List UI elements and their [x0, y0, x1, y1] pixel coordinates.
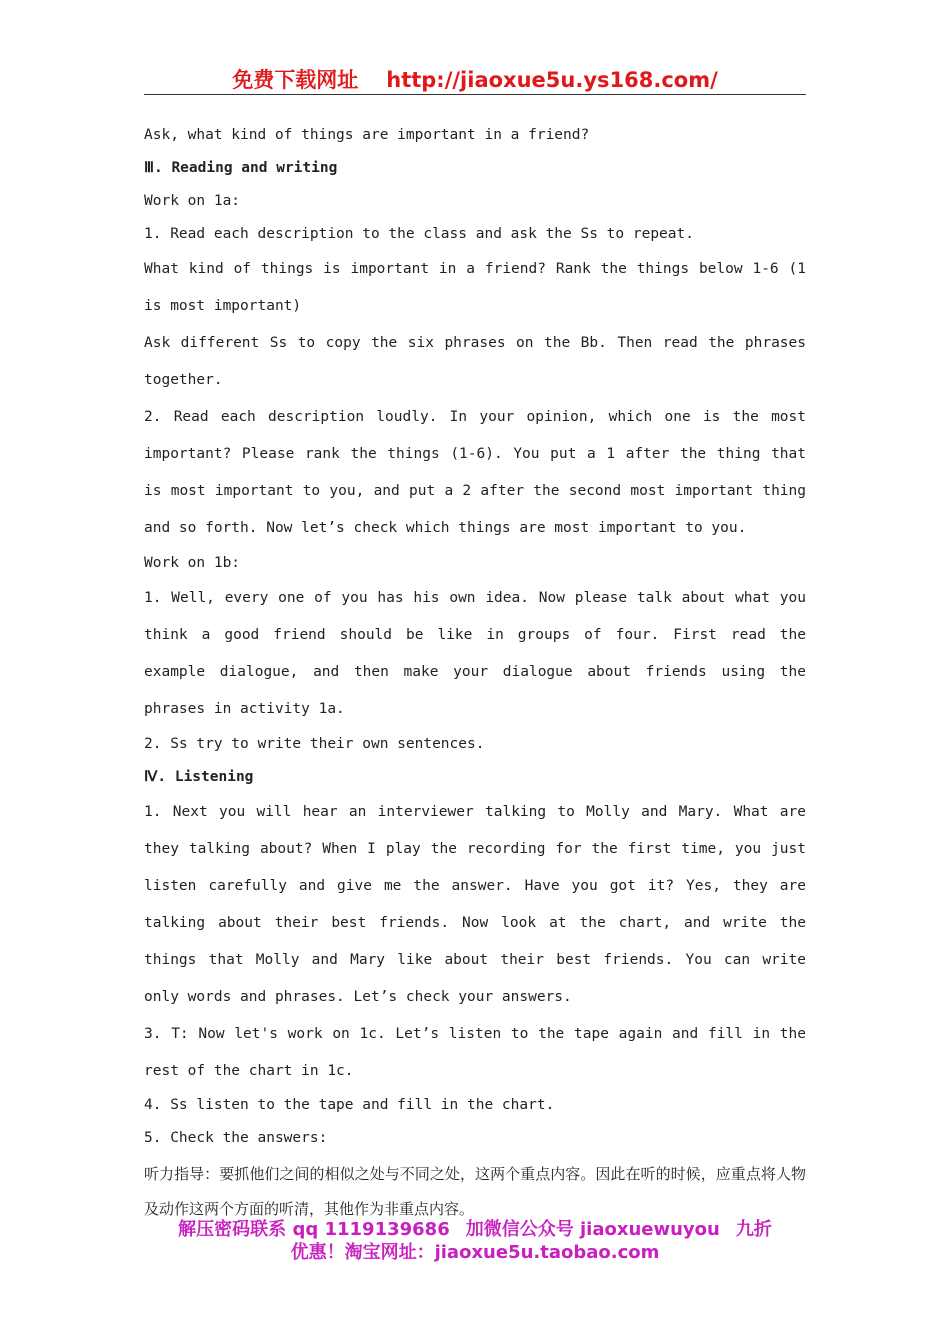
footer-qq-contact: 解压密码联系 qq 1119139686	[178, 1219, 450, 1240]
header-url-link[interactable]: http://jiaoxue5u.ys168.com/	[386, 68, 718, 92]
section-heading-listening: Ⅳ. Listening	[144, 769, 254, 785]
document-body	[144, 119, 806, 1227]
section-heading-reading-writing: Ⅲ. Reading and writing	[144, 160, 338, 176]
subheading-work-on-1a: Work on 1a:	[144, 193, 241, 209]
subheading-work-on-1b: Work on 1b:	[144, 555, 241, 571]
paragraph: 1. Read each description to the class and ask the Ss to repeat.	[144, 226, 694, 242]
footer-taobao-link[interactable]: 优惠！淘宝网址：jiaoxue5u.taobao.com	[290, 1242, 660, 1263]
footer-line-1	[100, 1218, 850, 1241]
listening-guide-paragraph: 听力指导：要抓他们之间的相似之处与不同之处，这两个重点内容。因此在听的时候，应重点将人物及动作这两个方面的听清，其他作为非重点内容。	[144, 1165, 806, 1218]
header-free-download-label: 免费下载网址	[232, 68, 359, 92]
paragraph: 4. Ss listen to the tape and fill in the chart.	[144, 1097, 555, 1113]
paragraph: Ask, what kind of things are important in a friend?	[144, 127, 590, 143]
page-header	[144, 64, 806, 95]
paragraph: Ask different Ss to copy the six phrases on the Bb. Then read the phrases together.	[144, 335, 806, 388]
footer-wechat-account: 加微信公众号 jiaoxuewuyou	[465, 1219, 720, 1240]
paragraph: 5. Check the answers:	[144, 1130, 328, 1146]
paragraph: 2. Ss try to write their own sentences.	[144, 736, 485, 752]
paragraph: 2. Read each description loudly. In your opinion, which one is the most important? Please rank the things (1-6). You put a 1 after the thing that is most important to you, and put a 2 after the second most important thing and so forth. Now let’s check which things are most important to you.	[144, 409, 806, 536]
page-footer	[100, 1218, 850, 1264]
paragraph: What kind of things is important in a friend? Rank the things below 1-6 (1 is most important)	[144, 261, 806, 314]
paragraph: 3. T: Now let's work on 1c. Let’s listen to the tape again and fill in the rest of the chart in 1c.	[144, 1026, 806, 1079]
footer-discount-label: 九折	[735, 1219, 772, 1240]
paragraph: 1. Next you will hear an interviewer talking to Molly and Mary. What are they talking about? When I play the recording for the first time, you just listen carefully and give me the answer. Have you got it? Yes, they are talking about their best friends. Now look at the chart, and write the things that Molly and Mary like about their best friends. You can write only words and phrases. Let’s check your answers.	[144, 804, 806, 1005]
paragraph: 1. Well, every one of you has his own idea. Now please talk about what you think a good friend should be like in groups of four. First read the example dialogue, and then make your dialogue about friends using the phrases in activity 1a.	[144, 590, 806, 717]
